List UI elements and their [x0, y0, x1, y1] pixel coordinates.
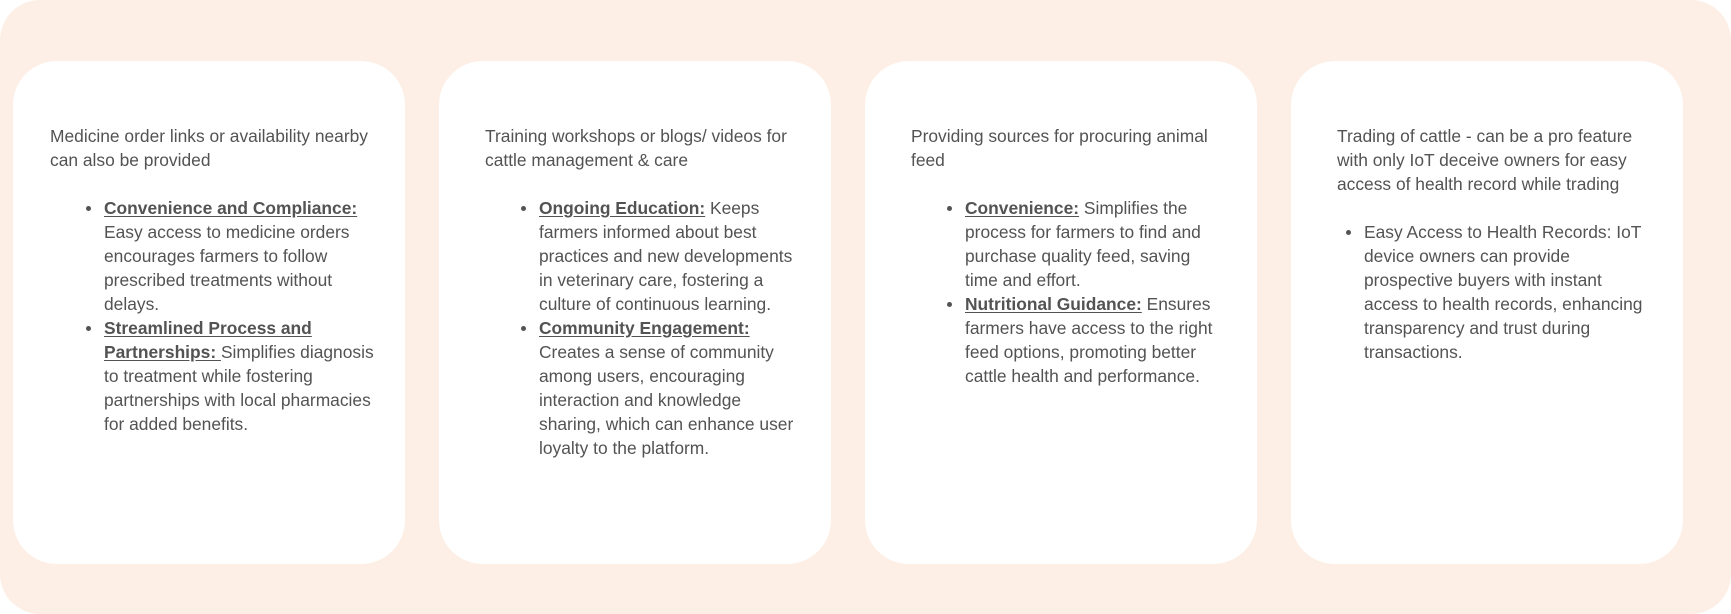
benefit-item — [965, 292, 1227, 388]
benefit-text: Easy access to medicine orders encourages farmers to follow prescribed treatments without delays. — [104, 222, 350, 314]
feature-card-cattle-trading — [1291, 61, 1683, 564]
benefit-text: Easy Access to Health Records: IoT device owners can provide prospective buyers with instant access to health records, enhancing transparency and trust during transactions. — [1364, 222, 1643, 362]
benefit-item — [1364, 220, 1653, 364]
benefit-title: Convenience and Compliance: — [104, 198, 358, 218]
benefit-item — [539, 316, 801, 460]
benefit-title: Ongoing Education: — [539, 198, 706, 218]
benefit-text: Simplifies diagnosis to treatment while fostering partnerships with local pharmacies for added benefits. — [104, 342, 374, 434]
feature-card-training — [439, 61, 831, 564]
benefit-list — [50, 196, 375, 436]
card-intro: Training workshops or blogs/ videos for cattle management & care — [485, 126, 787, 170]
benefit-text: Keeps farmers informed about best practices and new developments in veterinary care, fostering a culture of continuous learning. — [539, 198, 793, 314]
benefit-title: Streamlined Process and Partnerships: — [104, 318, 312, 362]
benefit-text: Creates a sense of community among users, encouraging interaction and knowledge sharing, which can enhance user loyalty to the platform. — [539, 342, 794, 458]
benefit-item — [965, 196, 1227, 292]
benefit-item — [539, 196, 801, 316]
benefit-item — [104, 196, 375, 316]
benefit-list — [1337, 220, 1653, 364]
feature-card-animal-feed — [865, 61, 1257, 564]
benefit-list — [485, 196, 801, 460]
card-intro: Providing sources for procuring animal feed — [911, 126, 1208, 170]
card-intro: Medicine order links or availability nearby can also be provided — [50, 126, 369, 170]
benefit-text: Ensures farmers have access to the right feed options, promoting better cattle health and performance. — [965, 294, 1213, 386]
feature-card-medicine-orders — [13, 61, 405, 564]
benefit-item — [104, 316, 375, 436]
benefit-title: Convenience: — [965, 198, 1080, 218]
benefit-text: Simplifies the process for farmers to find and purchase quality feed, saving time and effort. — [965, 198, 1201, 290]
benefit-list — [911, 196, 1227, 388]
benefit-title: Nutritional Guidance: — [965, 294, 1142, 314]
benefit-title: Community Engagement: — [539, 318, 750, 338]
card-intro: Trading of cattle - can be a pro feature with only IoT deceive owners for easy access of health record while trading — [1337, 126, 1633, 194]
